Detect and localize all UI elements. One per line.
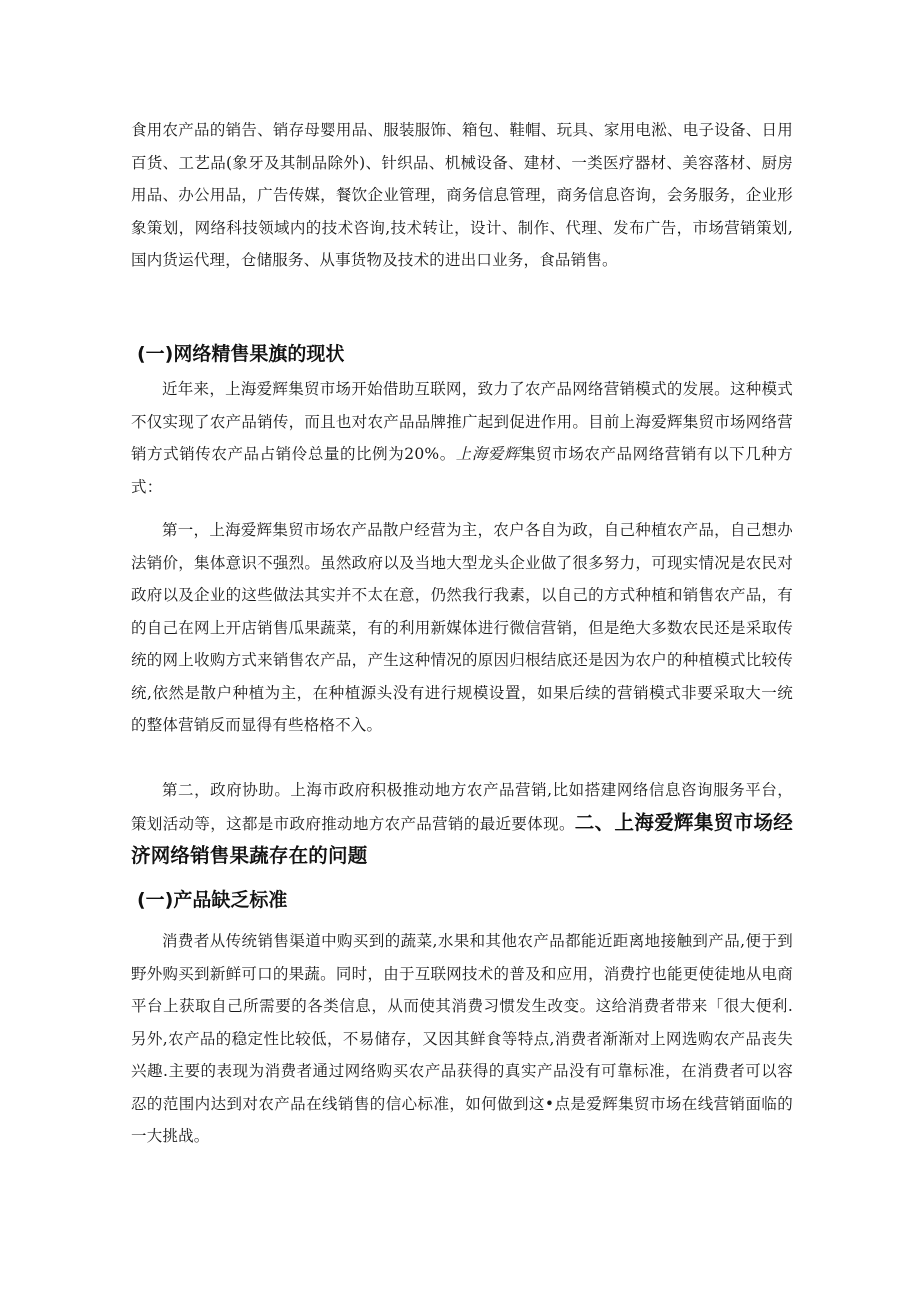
paragraph-no-standards: 消费者从传统销售渠道中购买到的蔬菜,水果和其他农产品都能近距离地接触到产品,便于到野外购买到新鲜可口的果蔬。同时，由于互联网技术的普及和应用，消费拧也能更使徒地从电商平台上获取自己所需要的各类信息，从而使其消费习惯发生改变。这给消费者带来「很大便利.另外,农产品的稳定性比较低，不易储存，又因其鲜食等特点,消费者渐渐对上网选购农产品丧失兴趣.主要的表现为消费者通过网络购买农产品获得的真实产品没有可靠标准，在消费者可以容忍的范围内达到对农产品在线销售的信心标准，如何做到这•点是爱辉集贸市场在线营销面临的一大挑战。 bbox=[131, 932, 793, 1145]
business-scope-paragraph: 食用农产品的销告、销存母婴用品、服装服饰、箱包、鞋帽、玩具、家用电淞、电子设备、日用百货、工艺品(象牙及其制品除外)、针织品、机械设备、建材、一类医疗器材、美容落材、厨房用品、办公用品，广告传媒，餐饮企业管理，商务信息管理，商务信息咨询，会务服务，企业形象策划，网络科技领域内的技术咨询,技术转让，设计、制作、代理、发布广告，市场营销策划,国内货运代理，仓储服务、从事货物及技术的进出口业务，食品销售。 bbox=[131, 121, 793, 269]
intro-text-italic: 上海爱辉 bbox=[455, 445, 521, 463]
section-heading-no-standards: (一)产品缺乏标准 bbox=[137, 889, 288, 911]
paragraph-second-method bbox=[131, 774, 793, 874]
intro-text-b: 集贸市场农产品网络营销有以下几种方式： bbox=[131, 445, 793, 496]
section-heading-problems: 二、上海爱辉集贸市场经济网络销售果蔬存在的问题 bbox=[131, 810, 793, 867]
intro-paragraph bbox=[131, 373, 793, 503]
second-method-text: 第二，政府协助。上海市政府积极推动地方农产品营销,比如搭建网络信息咨询服务平台，策划活动等，这都是市政府推动地方农产品营销的最近要体现。 bbox=[131, 781, 793, 833]
paragraph-first-method: 第一，上海爱辉集贸市场农产品散户经营为主，农户各自为政，自己种植农产品，自己想办法销价，集体意识不强烈。虽然政府以及当地大型龙头企业做了很多努力，可现实情况是农民对政府以及企业的这些做法其实并不太在意，仍然我行我素，以自己的方式种植和销售农产品，有的自己在网上开店销售瓜果蔬菜，有的利用新媒体进行微信营销，但是绝大多数农民还是采取传统的网上收购方式来销售农产品，产生这种情况的原因归根结底还是因为农户的种植模式比较传统,依然是散户种植为主，在种植源头没有进行规模设置，如果后续的营销模式非要采取大一统的整体营销反而显得有些格格不入。 bbox=[131, 521, 793, 734]
intro-text-a: 近年来，上海爱辉集贸市场开始借助互联网，致力了农产品网络营销模式的发展。这种模式不仅实现了农产品销传，而且也对农产品品牌推广起到促进作用。目前上海爱辉集贸市场网络营销方式销传农产品占销伶总量的比例为20%。 bbox=[131, 380, 793, 463]
section-heading-network-status: (一)网络精售果旗的现状 bbox=[137, 343, 345, 365]
